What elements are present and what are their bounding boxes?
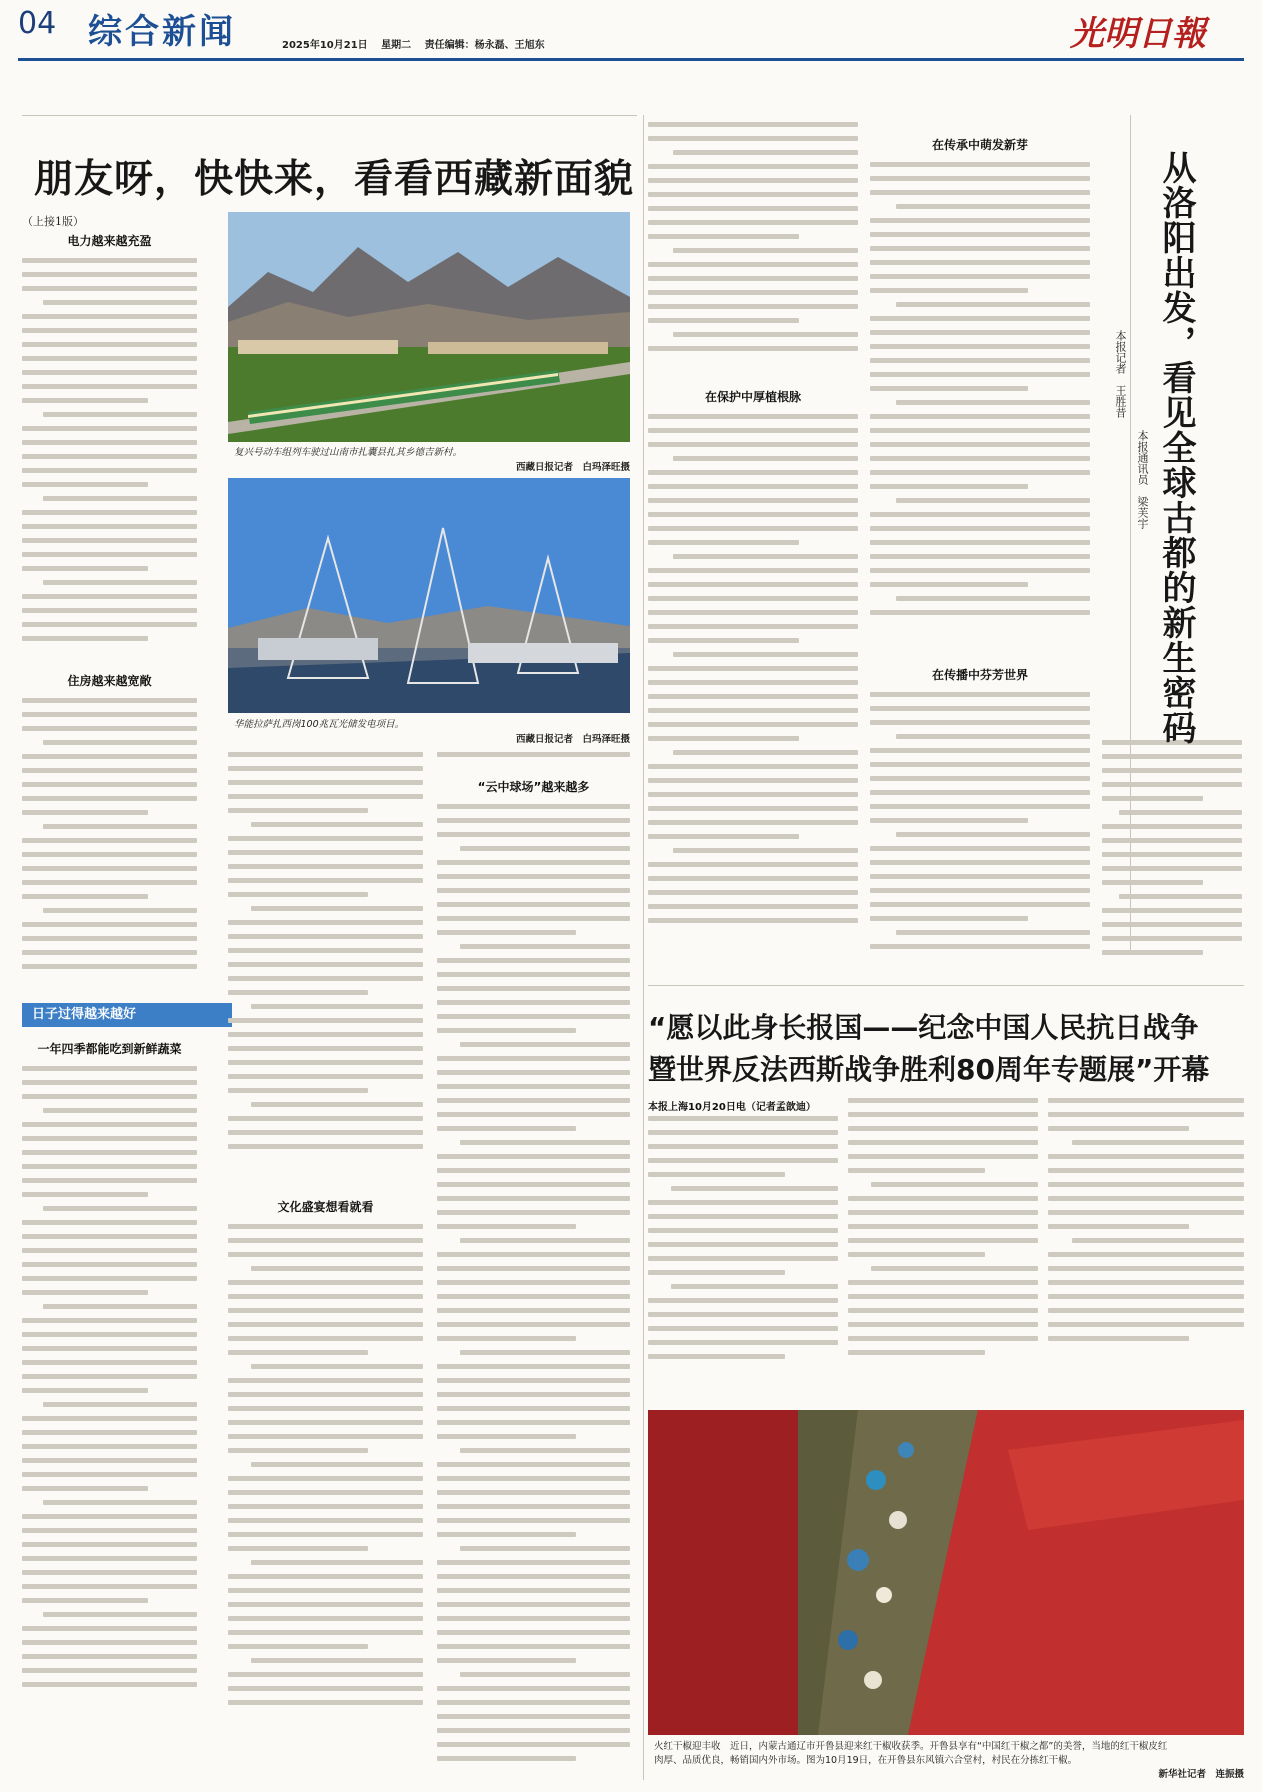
article-body: [228, 1224, 423, 1769]
section-bar-label: 日子过得越来越好: [22, 1003, 232, 1027]
exhibition-headline-line2: 暨世界反法西斯战争胜利80周年专题展”开幕: [648, 1053, 1210, 1086]
subhead-spread: 在传播中芬芳世界: [931, 668, 1028, 682]
newspaper-masthead-logo: 光明日報: [1070, 14, 1206, 54]
dateline: [282, 36, 555, 51]
article-body: [648, 122, 858, 377]
column-divider: [643, 115, 644, 1780]
subhead-housing: 住房越来越宽敞: [67, 674, 152, 688]
article-body: [22, 258, 197, 658]
article-body: [22, 698, 197, 990]
header-rule: [18, 58, 1244, 61]
subhead-inherit: 在传承中萌发新芽: [931, 138, 1028, 152]
article-body: [870, 162, 1090, 657]
article-body: [437, 752, 630, 772]
solar-plant-photo: [228, 478, 630, 713]
page-number: 04: [18, 6, 57, 41]
subhead-vegetables: 一年四季都能吃到新鲜蔬菜: [37, 1042, 182, 1056]
article-body: [22, 1066, 197, 1766]
article-body: [1048, 1098, 1244, 1400]
article-body: [228, 752, 423, 1182]
issue-weekday: 星期二: [381, 40, 412, 51]
subhead-protect: 在保护中厚植根脉: [704, 390, 801, 404]
chili-photo-caption: 火红干椒迎丰收 近日，内蒙古通辽市开鲁县迎来红干椒收获季。开鲁县享有“中国红干椒之都”的美誉，当地的红干椒皮红肉厚、品质优良，畅销国内外市场。图为10月19日，在开鲁县东风镇六合堂村，村民在分拣红干椒。: [654, 1741, 1168, 1766]
article-body: [848, 1098, 1038, 1400]
exhibition-dateline: 本报上海10月20日电（记者孟歆迪）: [648, 1102, 816, 1113]
exhibition-headline: [648, 1007, 1248, 1091]
article-body: [870, 692, 1090, 977]
chili-photo-credit: 新华社记者 连振摄: [1158, 1769, 1244, 1780]
editors-credit: 责任编辑：杨永磊、王旭东: [424, 40, 545, 51]
chili-harvest-photo: [648, 1410, 1244, 1735]
train-photo-credit: 西藏日报记者 白玛泽旺摄: [515, 462, 630, 473]
lead-headline: 朋友呀，快快来，看看西藏新面貌: [34, 157, 635, 202]
luoyang-headline: 从洛阳出发，看见全球古都的新生密码: [1156, 150, 1196, 745]
issue-date: 2025年10月21日: [282, 40, 368, 51]
exhibition-headline-line1: “愿以此身长报国——纪念中国人民抗日战争: [648, 1011, 1199, 1044]
reporter-byline: 本报记者 王胜昔: [1114, 330, 1127, 418]
article-body: [437, 804, 630, 1769]
subhead-football: “云中球场”越来越多: [477, 780, 590, 794]
article-body: [648, 414, 858, 979]
subhead-electricity: 电力越来越充盈: [67, 234, 152, 248]
train-photo: [228, 212, 630, 442]
section-title: 综合新闻: [88, 12, 236, 52]
solar-photo-credit: 西藏日报记者 白玛泽旺摄: [515, 734, 630, 745]
correspondent-byline: 本报通讯员 梁芙宇: [1136, 430, 1149, 529]
section-divider: [648, 985, 1244, 986]
solar-photo-caption: 华能拉萨扎西岗100兆瓦光储发电项目。: [234, 719, 405, 730]
subhead-culture: 文化盛宴想看就看: [277, 1200, 374, 1214]
article-body: [648, 1116, 838, 1400]
article-body: [1102, 740, 1242, 977]
train-photo-caption: 复兴号动车组列车驶过山南市扎囊县扎其乡德吉新村。: [234, 447, 463, 458]
continued-note: （上接1版）: [22, 215, 84, 228]
section-divider: [22, 115, 637, 116]
